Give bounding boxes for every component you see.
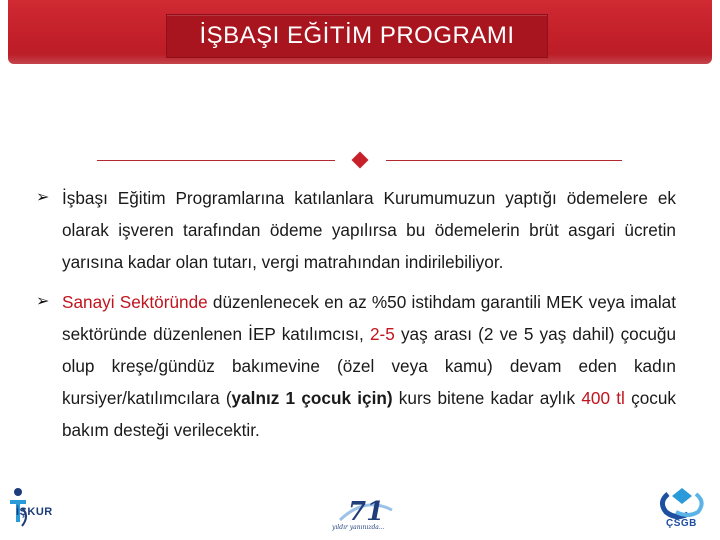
arrow-bullet-icon: ➢ (36, 189, 50, 206)
divider-diamond-icon (352, 152, 369, 169)
bullet-item-2 (36, 286, 676, 446)
content-body (36, 182, 676, 446)
bullet-item-1 (36, 182, 676, 278)
divider-left (97, 160, 335, 161)
bullet-2-bold-note: yalnız 1 çocuk için) (231, 388, 393, 408)
csgb-logo-text: ÇSGB (666, 518, 697, 529)
bullet-2-text-b: yaş arası (2 ve 5 yaş dahil) çocuğu olup kreşe/gündüz bakımevine (özel veya kamu) devam eden kadın kursiyer/katılımcılara ( (62, 324, 677, 408)
iskur-logo-text: İŞKUR (16, 506, 53, 518)
bullet-2-text-c: kurs bitene kadar aylık (392, 388, 582, 408)
title-box (166, 14, 548, 58)
bullet-2-highlight-age: 2-5 (369, 324, 395, 344)
bullet-2-highlight-amount: 400 tl (581, 388, 625, 408)
bullet-2-highlight-sector: Sanayi Sektöründe (62, 292, 208, 312)
bullet-2-text-d: çocuk bakım desteği verilecektir. (62, 388, 677, 440)
anniversary-caption: yıldır yanınızda... (332, 524, 385, 531)
page-title: İŞBAŞI EĞİTİM PROGRAMI (199, 22, 515, 49)
anniversary-71-number: 71 (348, 497, 385, 527)
arrow-bullet-icon: ➢ (36, 293, 50, 310)
bullet-2-text-a: düzenlenecek en az %50 istihdam garantili MEK veya imalat sektöründe düzenlenen İEP katılımcısı, (62, 292, 676, 344)
bullet-1-text: İşbaşı Eğitim Programlarına katılanlara Kurumumuzun yaptığı ödemelere ek olarak işveren tarafından ödeme yapılırsa bu ödemelerin brüt asgari ücretin yarısına kadar olan tutarı, vergi matrahından indirilebiliyor. (62, 188, 676, 272)
divider-right (386, 160, 622, 161)
